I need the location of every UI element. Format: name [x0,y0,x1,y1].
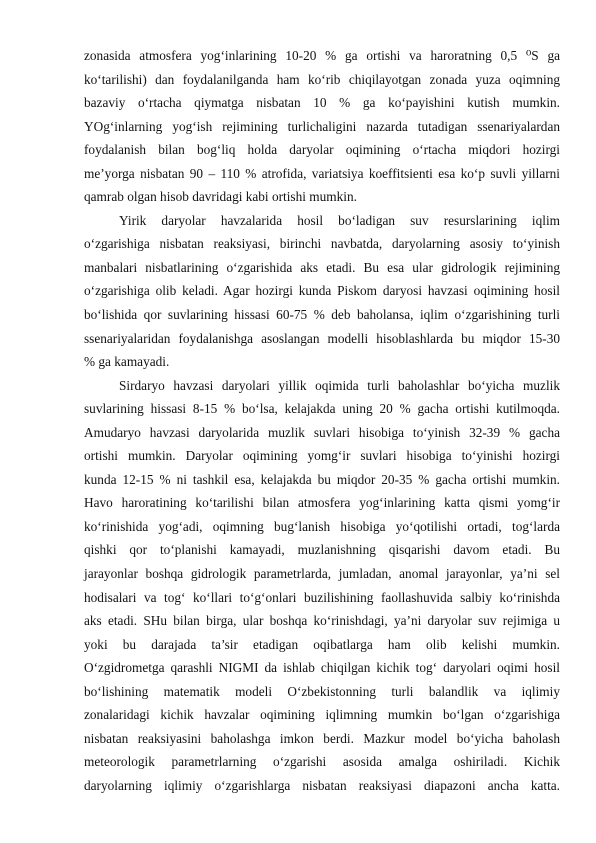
text-line: Amudaryo havzasi daryolarida muzlik suvlari hisobiga to‘yinish 32-39 % gacha [84,424,560,440]
text-line: hodisalari va tog‘ ko‘llari to‘g‘onlari buzilishining faollashuvida salbiy ko‘rinishda [84,589,560,605]
text-line: me’yorga nisbatan 90 – 110 % atrofida, variatsiya koeffitsienti esa ko‘p suvli yillarni [84,165,560,181]
paragraph-2 [84,209,560,374]
text-line: YOg‘inlarning yog‘ish rejimining turlichaligini nazarda tutadigan ssenariyalardan [84,118,560,134]
text-line: foydalanish bilan bog‘liq holda daryolar oqimining o‘rtacha miqdori hozirgi [84,142,560,158]
text-line: nisbatan reaksiyasini baholashga imkon berdi. Mazkur model bo‘yicha baholash [84,730,560,746]
text-line: O‘zgidrometga qarashli NIGMI da ishlab chiqilgan kichik tog‘ daryolari oqimi hosil [84,660,560,676]
text-line: ko‘tarilishi) dan foydalanilganda ham ko‘rib chiqilayotgan zonada yuza oqimning [84,71,560,87]
text-line: meteorologik parametrlarning o‘zgarishi asosida amalga oshiriladi. Kichik [84,754,560,770]
text-line: qishki qor to‘planishi kamayadi, muzlanishning qisqarishi davom etadi. Bu [84,542,560,558]
text-line: bazaviy o‘rtacha qiymatga nisbatan 10 % ga ko‘payishini kutish mumkin. [84,95,560,111]
text-line: Sirdaryo havzasi daryolari yillik oqimida turli baholashlar bo‘yicha muzlik [119,377,560,393]
text-line: aks etadi. SHu bilan birga, ular boshqa ko‘rinishdagi, ya’ni daryolar suv rejimiga u [84,613,560,629]
document-page [84,44,560,798]
paragraph-1 [84,44,560,209]
text-line: ortishi mumkin. Daryolar oqimining yomg‘ir suvlari hisobiga to‘yinishi hozirgi [84,448,560,464]
text-line: bo‘lishida qor suvlarining hissasi 60-75 % deb baholansa, iqlim o‘zgarishining turli [84,307,560,323]
text-line: o‘zgarishiga nisbatan reaksiyasi, birinchi navbatda, daryolarning asosiy to‘yinish [84,236,560,252]
text-line: Havo haroratining ko‘tarilishi bilan atmosfera yog‘inlarining katta qismi yomg‘ir [84,495,560,511]
text-line: Yirik daryolar havzalarida hosil bo‘ladigan suv resurslarining iqlim [119,212,560,228]
text-line: kunda 12-15 % ni tashkil esa, kelajakda bu miqdor 20-35 % gacha ortishi mumkin. [84,471,560,487]
text-line: suvlarining hissasi 8-15 % bo‘lsa, kelajakda uning 20 % gacha ortishi kutilmoqda. [84,401,560,417]
text-line: ssenariyalaridan foydalanishga asoslangan modelli hisoblashlarda bu miqdor 15-30 [84,330,560,346]
text-line: zonasida atmosfera yog‘inlarining 10-20 % ga ortishi va haroratning 0,5 ⁰S ga [84,48,560,63]
text-line: manbalari nisbatlarining o‘zgarishida aks etadi. Bu esa ular gidrologik rejimining [84,259,560,275]
text-line: yoki bu darajada ta’sir etadigan oqibatlarga ham olib kelishi mumkin. [84,636,560,652]
text-line: ko‘rinishida yog‘adi, oqimning bug‘lanish hisobiga yo‘qotilishi ortadi, tog‘larda [84,518,560,534]
text-line: o‘zgarishiga olib keladi. Agar hozirgi kunda Piskom daryosi havzasi oqimining hosil [84,283,560,299]
text-line: % ga kamayadi. [84,354,170,370]
text-line: jarayonlar boshqa gidrologik parametrlarda, jumladan, anomal jarayonlar, ya’ni sel [84,566,560,582]
text-line: zonalaridagi kichik havzalar oqimining iqlimning mumkin bo‘lgan o‘zgarishiga [84,707,560,723]
text-line: daryolarning iqlimiy o‘zgarishlarga nisbatan reaksiyasi diapazoni ancha katta. [84,777,560,793]
text-line: bo‘lishining matematik modeli O‘zbekistonning turli balandlik va iqlimiy [84,683,560,699]
text-line: qamrab olgan hisob davridagi kabi ortishi mumkin. [84,189,357,205]
paragraph-3 [84,374,560,798]
